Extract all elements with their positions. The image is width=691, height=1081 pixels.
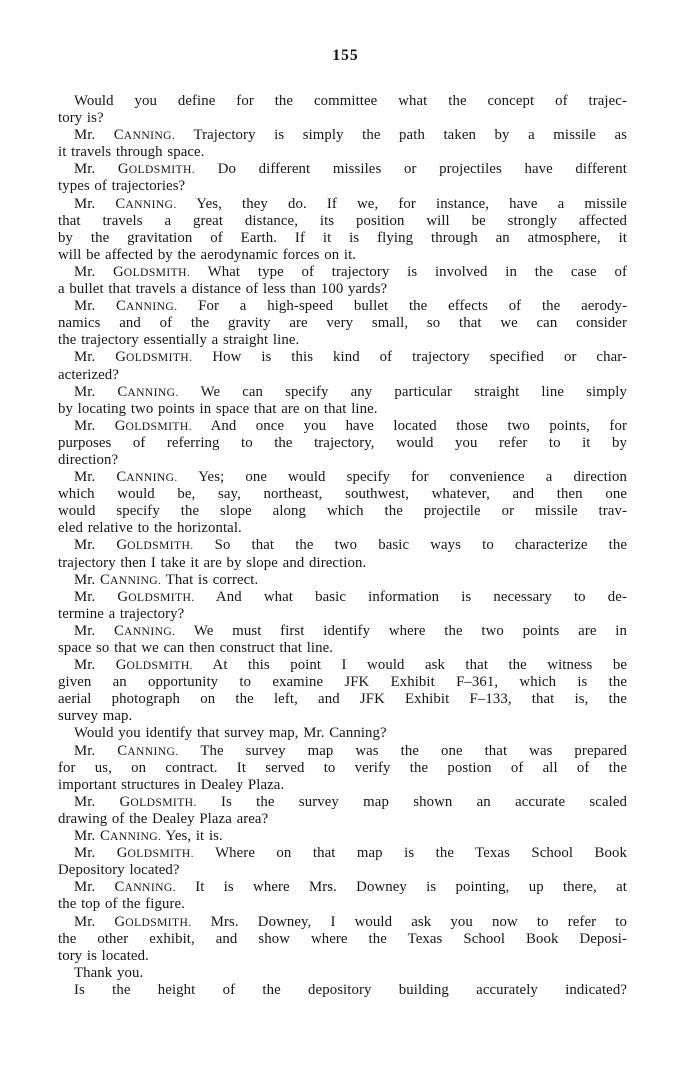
transcript-line bbox=[58, 606, 627, 623]
speaker-name-smallcaps: ANNING. bbox=[125, 197, 177, 211]
line-text: which would be, say, northeast, southwest, whatever, and then one bbox=[58, 486, 627, 503]
line-text: Mr. G bbox=[74, 657, 127, 674]
transcript-line bbox=[58, 298, 627, 315]
transcript-line bbox=[58, 367, 627, 384]
transcript-line bbox=[58, 401, 627, 418]
line-text: Mr. C bbox=[74, 828, 110, 845]
line-text: And what basic information is necessary to de- bbox=[194, 588, 627, 605]
transcript-line bbox=[58, 640, 627, 657]
line-text: Yes, they do. If we, for instance, have a missile bbox=[176, 195, 627, 212]
transcript-line bbox=[58, 196, 627, 213]
line-text: Mr. G bbox=[74, 161, 129, 178]
line-text: It is where Mrs. Downey is pointing, up there, at bbox=[175, 879, 627, 896]
speaker-name-smallcaps: ANNING. bbox=[126, 300, 178, 314]
speaker-name-smallcaps: ANNING. bbox=[127, 744, 179, 758]
line-text: would specify the slope along which the projectile or missile trav- bbox=[58, 503, 627, 520]
line-text: For a high-speed bullet the effects of the aerody- bbox=[177, 298, 627, 315]
line-text: a bullet that travels a distance of less than 100 yards? bbox=[58, 281, 388, 298]
line-text: Is the height of the depository building accurately indicated? bbox=[74, 981, 627, 998]
transcript-line bbox=[58, 965, 627, 982]
line-text: important structures in Dealey Plaza. bbox=[58, 776, 285, 793]
transcript-line bbox=[58, 452, 627, 469]
line-text: Thank you. bbox=[74, 964, 144, 981]
line-text: purposes of referring to the trajectory, would you refer to it by bbox=[58, 434, 627, 451]
transcript-line bbox=[58, 555, 627, 572]
line-text: The survey map was the one that was prepared bbox=[178, 742, 627, 759]
line-text: Mr. G bbox=[74, 263, 124, 280]
transcript-line bbox=[58, 725, 627, 742]
transcript-line bbox=[58, 230, 627, 247]
transcript-line bbox=[58, 486, 627, 503]
speaker-name-smallcaps: OLDSMITH. bbox=[125, 419, 192, 433]
line-text: termine a trajectory? bbox=[58, 605, 185, 622]
line-text: given an opportunity to examine JFK Exhibit F–361, which is the bbox=[58, 674, 627, 691]
line-text: Mr. G bbox=[74, 845, 128, 862]
transcript-line bbox=[58, 777, 627, 794]
transcript-line bbox=[58, 931, 627, 948]
transcript bbox=[58, 93, 627, 999]
line-text: Mr. C bbox=[74, 127, 124, 144]
line-text: Mr. G bbox=[74, 913, 126, 930]
line-text: Mrs. Downey, I would ask you now to refer to bbox=[191, 913, 627, 930]
speaker-name-smallcaps: ANNING. bbox=[109, 573, 162, 587]
transcript-line bbox=[58, 845, 627, 862]
transcript-line bbox=[58, 914, 627, 931]
speaker-name-smallcaps: OLDSMITH. bbox=[125, 915, 192, 929]
transcript-line bbox=[58, 743, 627, 760]
line-text: Mr. C bbox=[74, 383, 128, 400]
line-text: Would you define for the committee what the concept of trajec- bbox=[74, 93, 627, 109]
speaker-name-smallcaps: OLDSMITH. bbox=[126, 659, 193, 673]
line-text: acterized? bbox=[58, 366, 119, 383]
line-text: How is this kind of trajectory specified or char- bbox=[192, 349, 627, 366]
transcript-line bbox=[58, 144, 627, 161]
transcript-line bbox=[58, 281, 627, 298]
transcript-line bbox=[58, 469, 627, 486]
transcript-line bbox=[58, 332, 627, 349]
line-text: Mr. G bbox=[74, 537, 128, 554]
speaker-name-smallcaps: OLDSMITH. bbox=[128, 590, 195, 604]
transcript-line bbox=[58, 247, 627, 264]
transcript-line bbox=[58, 862, 627, 879]
transcript-line bbox=[58, 589, 627, 606]
transcript-line bbox=[58, 572, 627, 589]
transcript-line bbox=[58, 760, 627, 777]
line-text: Trajectory is simply the path taken by a missile as bbox=[175, 127, 627, 144]
speaker-name-smallcaps: OLDSMITH. bbox=[125, 351, 193, 365]
line-text: Would you identify that survey map, Mr. Canning? bbox=[74, 725, 387, 742]
transcript-line bbox=[58, 623, 627, 640]
line-text: Yes; one would specify for convenience a direction bbox=[177, 469, 627, 486]
speaker-name-smallcaps: OLDSMITH. bbox=[130, 795, 197, 809]
speaker-name-smallcaps: ANNING. bbox=[109, 830, 162, 844]
line-text: Mr. C bbox=[74, 298, 126, 315]
line-text: Mr. C bbox=[74, 195, 126, 212]
transcript-line bbox=[58, 674, 627, 691]
transcript-line bbox=[58, 708, 627, 725]
line-text: Mr. C bbox=[74, 571, 110, 588]
line-text: So that the two basic ways to characterize the bbox=[193, 537, 627, 554]
speaker-name-smallcaps: ANNING. bbox=[124, 624, 176, 638]
line-text: That is correct. bbox=[161, 571, 259, 588]
line-text: space so that we can then construct that line. bbox=[58, 640, 334, 656]
speaker-name-smallcaps: ANNING. bbox=[126, 471, 178, 485]
transcript-line bbox=[58, 349, 627, 366]
line-text: it travels through space. bbox=[58, 144, 205, 161]
line-text: We must first identify where the two points are in bbox=[175, 622, 627, 639]
transcript-line bbox=[58, 828, 627, 845]
line-text: trajectory then I take it are by slope and direction. bbox=[58, 554, 367, 571]
transcript-line bbox=[58, 161, 627, 178]
line-text: Do different missiles or projectiles have different bbox=[195, 161, 627, 178]
line-text: Mr. G bbox=[74, 349, 126, 366]
speaker-name-smallcaps: ANNING. bbox=[127, 385, 179, 399]
transcript-line bbox=[58, 794, 627, 811]
line-text: Mr. G bbox=[74, 588, 129, 605]
page-number: 155 bbox=[332, 47, 359, 64]
line-text: Mr. C bbox=[74, 622, 124, 639]
transcript-line bbox=[58, 384, 627, 401]
line-text: aerial photograph on the left, and JFK Exhibit F–133, that is, the bbox=[58, 691, 627, 708]
line-text: Is the survey map shown an accurate scaled bbox=[196, 793, 627, 810]
line-text: eled relative to the horizontal. bbox=[58, 520, 242, 537]
transcript-line bbox=[58, 948, 627, 965]
line-text: Mr. G bbox=[74, 417, 126, 434]
line-text: by the gravitation of Earth. If it is flying through an atmosphere, it bbox=[58, 229, 627, 246]
transcript-line bbox=[58, 127, 627, 144]
line-text: namics and of the gravity are very small, so that we can consider bbox=[58, 315, 627, 332]
line-text: Yes, it is. bbox=[161, 828, 223, 845]
line-text: will be affected by the aerodynamic forces on it. bbox=[58, 246, 357, 263]
transcript-line bbox=[58, 691, 627, 708]
line-text: And once you have located those two points, for bbox=[191, 417, 627, 434]
transcript-line bbox=[58, 418, 627, 435]
transcript-line bbox=[58, 264, 627, 281]
line-text: We can specify any particular straight line simply bbox=[178, 383, 627, 400]
transcript-line bbox=[58, 435, 627, 452]
transcript-line bbox=[58, 879, 627, 896]
line-text: the trajectory essentially a straight line. bbox=[58, 332, 300, 349]
line-text: the other exhibit, and show where the Texas School Book Deposi- bbox=[58, 930, 627, 947]
line-text: tory is? bbox=[58, 110, 104, 127]
line-text: types of trajectories? bbox=[58, 178, 186, 195]
speaker-name-smallcaps: OLDSMITH. bbox=[128, 163, 196, 177]
speaker-name-smallcaps: ANNING. bbox=[123, 129, 176, 143]
transcript-line bbox=[58, 537, 627, 554]
line-text: Where on that map is the Texas School Book bbox=[193, 845, 627, 862]
line-text: the top of the figure. bbox=[58, 896, 185, 913]
speaker-name-smallcaps: OLDSMITH. bbox=[127, 847, 194, 861]
speaker-name-smallcaps: OLDSMITH. bbox=[123, 265, 191, 279]
transcript-line bbox=[58, 213, 627, 230]
line-text: that travels a great distance, its position will be strongly affected bbox=[58, 212, 627, 229]
line-text: At this point I would ask that the witness be bbox=[192, 657, 627, 674]
transcript-line bbox=[58, 93, 627, 110]
transcript-line bbox=[58, 811, 627, 828]
line-text: direction? bbox=[58, 451, 119, 468]
line-text: Mr. C bbox=[74, 742, 128, 759]
line-text: Mr. C bbox=[74, 469, 127, 486]
transcript-line bbox=[58, 520, 627, 537]
transcript-line bbox=[58, 657, 627, 674]
line-text: Depository located? bbox=[58, 862, 180, 879]
transcript-line bbox=[58, 315, 627, 332]
line-text: survey map. bbox=[58, 708, 133, 725]
speaker-name-smallcaps: OLDSMITH. bbox=[127, 539, 194, 553]
line-text: drawing of the Dealey Plaza area? bbox=[58, 810, 269, 827]
transcript-line bbox=[58, 178, 627, 195]
speaker-name-smallcaps: ANNING. bbox=[124, 881, 176, 895]
line-text: for us, on contract. It served to verify the postion of all of the bbox=[58, 759, 627, 776]
line-text: Mr. G bbox=[74, 793, 131, 810]
transcript-line bbox=[58, 110, 627, 127]
line-text: What type of trajectory is involved in the case of bbox=[190, 263, 627, 280]
line-text: tory is located. bbox=[58, 947, 149, 964]
transcript-line bbox=[58, 896, 627, 913]
transcript-line bbox=[58, 503, 627, 520]
line-text: by locating two points in space that are on that line. bbox=[58, 400, 378, 417]
transcript-line bbox=[58, 982, 627, 999]
line-text: Mr. C bbox=[74, 879, 125, 896]
